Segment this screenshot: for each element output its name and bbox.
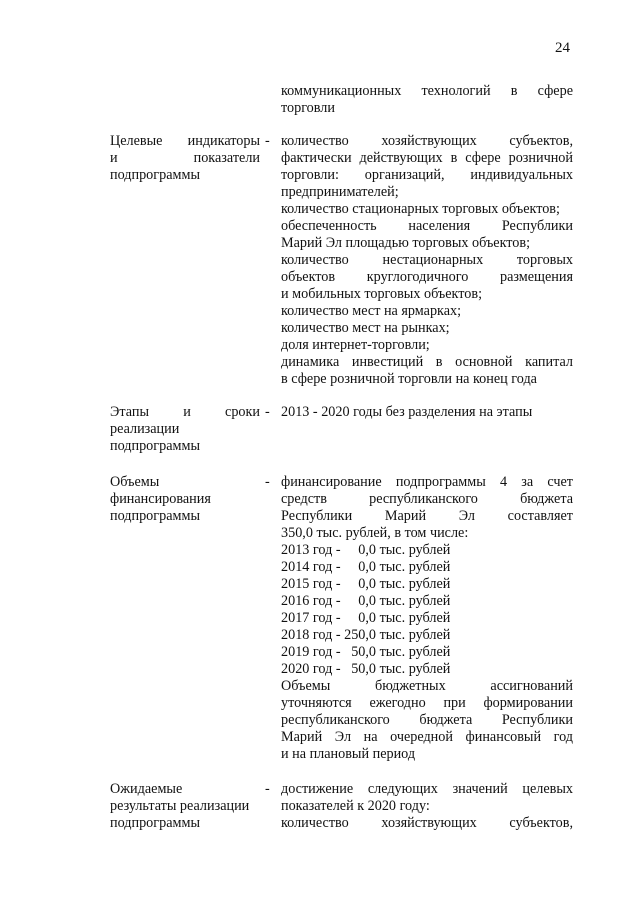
- text-line: торговли: организаций, индивидуальных: [281, 167, 573, 183]
- text-line: средств республиканского бюджета: [281, 491, 573, 507]
- dash-separator: -: [265, 404, 270, 420]
- text-line: 350,0 тыс. рублей, в том числе:: [281, 525, 469, 541]
- label-line: Целевые индикаторы: [110, 133, 260, 149]
- year-amount-row: 2015 год - 0,0 тыс. рублей: [281, 576, 451, 592]
- text-line: достижение следующих значений целевых: [281, 781, 573, 797]
- year-amount-row: 2020 год - 50,0 тыс. рублей: [281, 661, 451, 677]
- text-line: Марий Эл на очередной финансовый год: [281, 729, 573, 745]
- label-line: подпрограммы: [110, 167, 200, 183]
- text-line: Объемы бюджетных ассигнований: [281, 678, 573, 694]
- label-line: подпрограммы: [110, 438, 200, 454]
- text-line: фактически действующих в сфере розничной: [281, 150, 573, 166]
- label-line: реализации: [110, 421, 180, 437]
- text-line: финансирование подпрограммы 4 за счет: [281, 474, 573, 490]
- label-line: подпрограммы: [110, 815, 200, 831]
- label-line: и показатели: [110, 150, 260, 166]
- text-line: количество хозяйствующих субъектов,: [281, 815, 573, 831]
- section-content-results: [281, 781, 573, 832]
- dash-separator: -: [265, 133, 270, 149]
- section-label-indicators: [110, 133, 260, 184]
- label-line: Ожидаемые: [110, 781, 183, 797]
- year-amount-row: 2017 год - 0,0 тыс. рублей: [281, 610, 451, 626]
- section-label-financing: [110, 474, 260, 525]
- label-line: подпрограммы: [110, 508, 200, 524]
- text-line: республиканского бюджета Республики: [281, 712, 573, 728]
- label-line: финансирования: [110, 491, 211, 507]
- section-content-stages: [281, 404, 573, 421]
- label-line: результаты реализации: [110, 798, 250, 814]
- section-label-results: [110, 781, 260, 832]
- dash-separator: -: [265, 781, 270, 797]
- label-line: Объемы: [110, 474, 160, 490]
- text-line: предпринимателей;: [281, 184, 399, 200]
- year-amount-row: 2018 год - 250,0 тыс. рублей: [281, 627, 451, 643]
- text-line: показателей к 2020 году:: [281, 798, 430, 814]
- text-line: 2013 - 2020 годы без разделения на этапы: [281, 404, 533, 420]
- continuation-text: [281, 83, 573, 117]
- text-line: количество хозяйствующих субъектов,: [281, 133, 573, 149]
- text-line: коммуникационных технологий в сфере: [281, 83, 573, 99]
- text-line: в сфере розничной торговли на конец года: [281, 371, 537, 387]
- section-label-stages: [110, 404, 260, 455]
- text-line: Республики Марий Эл составляет: [281, 508, 573, 524]
- year-amount-row: 2014 год - 0,0 тыс. рублей: [281, 559, 451, 575]
- text-line: торговли: [281, 100, 335, 116]
- text-line: обеспеченность населения Республики: [281, 218, 573, 234]
- text-line: динамика инвестиций в основной капитал: [281, 354, 573, 370]
- text-line: количество нестационарных торговых: [281, 252, 573, 268]
- section-content-indicators: [281, 133, 573, 388]
- text-line: количество мест на ярмарках;: [281, 303, 462, 319]
- text-line: и на плановый период: [281, 746, 416, 762]
- text-line: Марий Эл площадью торговых объектов;: [281, 235, 531, 251]
- year-amount-row: 2019 год - 50,0 тыс. рублей: [281, 644, 451, 660]
- text-line: объектов круглогодичного размещения: [281, 269, 573, 285]
- text-line: количество стационарных торговых объектов;: [281, 201, 560, 217]
- dash-separator: -: [265, 474, 270, 490]
- page-number: 24: [555, 40, 570, 56]
- text-line: уточняются ежегодно при формировании: [281, 695, 573, 711]
- section-content-financing: [281, 474, 573, 763]
- text-line: доля интернет-торговли;: [281, 337, 430, 353]
- year-amount-row: 2013 год - 0,0 тыс. рублей: [281, 542, 451, 558]
- label-line: Этапы и сроки: [110, 404, 260, 420]
- text-line: количество мест на рынках;: [281, 320, 450, 336]
- year-amount-row: 2016 год - 0,0 тыс. рублей: [281, 593, 451, 609]
- text-line: и мобильных торговых объектов;: [281, 286, 483, 302]
